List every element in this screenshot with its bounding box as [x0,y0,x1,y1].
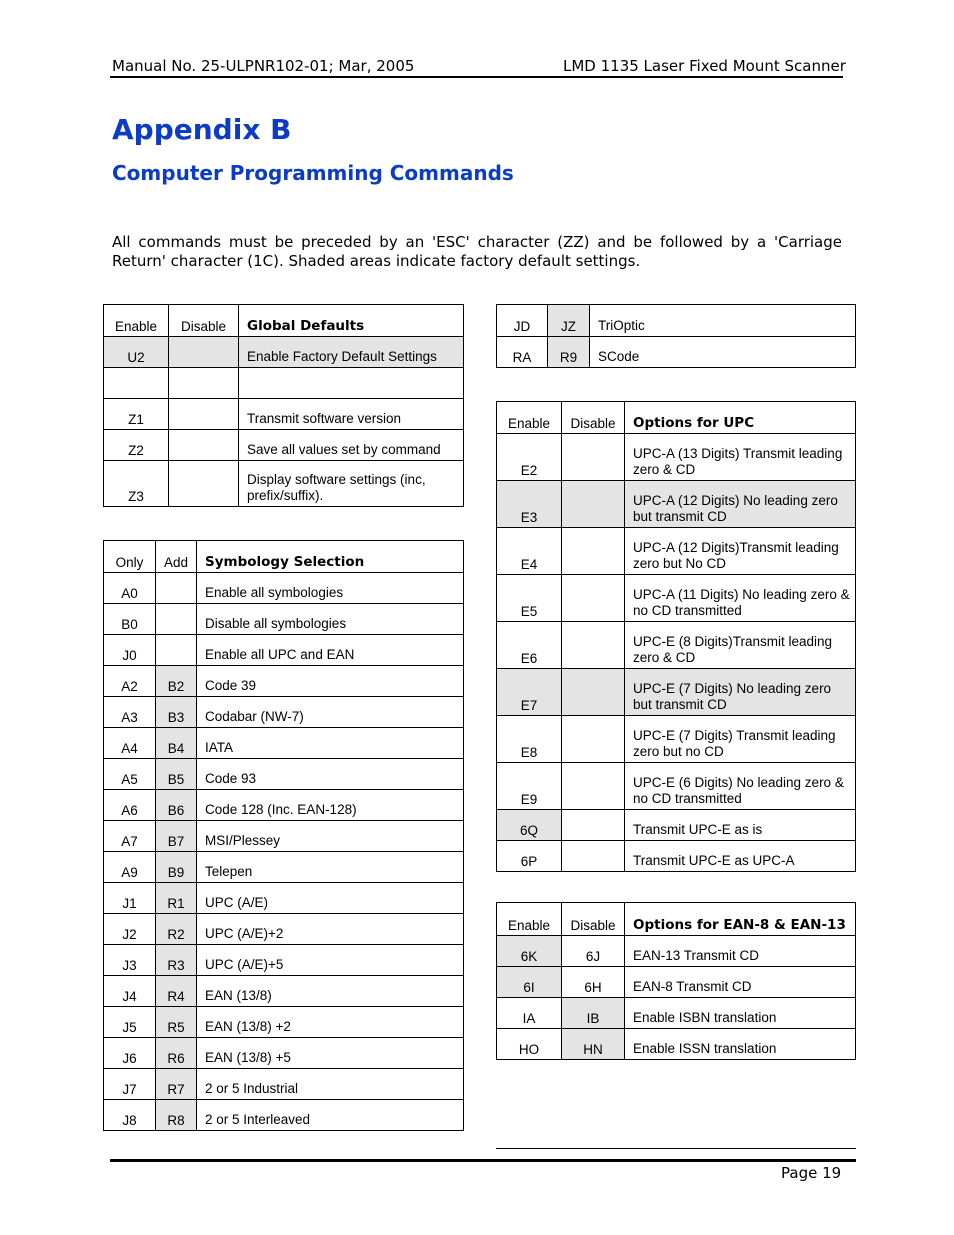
header-product-name: LMD 1135 Laser Fixed Mount Scanner [563,57,846,75]
alternate-code-cell: 6H [562,967,625,998]
table-row [497,810,856,841]
alternate-code-cell: R1 [156,883,197,914]
column-header-only: Only [104,541,156,573]
description-cell: UPC-E (7 Digits) No leading zero but transmit CD [625,669,856,716]
description-cell: Enable all UPC and EAN [197,635,464,666]
description-cell: UPC-E (7 Digits) Transmit leading zero but no CD [625,716,856,763]
table-row [497,763,856,810]
command-code-cell: J7 [104,1069,156,1100]
alternate-code-cell: B2 [156,666,197,697]
description-cell: UPC-A (13 Digits) Transmit leading zero & CD [625,434,856,481]
table-row [104,666,464,697]
command-code-cell: RA [497,337,548,368]
table-row [497,716,856,763]
alternate-code-cell: IB [562,998,625,1029]
command-code-cell: J2 [104,914,156,945]
table-row [104,368,464,399]
command-code-cell: A2 [104,666,156,697]
description-cell: EAN-8 Transmit CD [625,967,856,998]
page-number: Page 19 [781,1164,842,1182]
command-code-cell: A4 [104,728,156,759]
command-code-cell: E6 [497,622,562,669]
description-cell: Transmit UPC-E as UPC-A [625,841,856,872]
table-row [104,914,464,945]
column-header-global-defaults: Global Defaults [239,305,464,337]
alternate-code-cell: B6 [156,790,197,821]
table-row [104,1007,464,1038]
table-row [104,883,464,914]
alternate-code-cell [562,575,625,622]
header-rule [110,76,843,78]
table-row [104,945,464,976]
alternate-code-cell [169,461,239,507]
table-row [104,1100,464,1131]
command-code-cell: Z3 [104,461,169,507]
command-code-cell: Z1 [104,399,169,430]
table-row [104,461,464,507]
global-defaults-table [103,304,464,507]
alternate-code-cell: R6 [156,1038,197,1069]
description-cell: EAN (13/8) [197,976,464,1007]
misc-symbology-table [496,304,856,368]
table-row [497,434,856,481]
command-code-cell: E3 [497,481,562,528]
table-row [104,399,464,430]
description-cell: UPC-A (12 Digits)Transmit leading zero but No CD [625,528,856,575]
alternate-code-cell [169,430,239,461]
column-header-add: Add [156,541,197,573]
command-code-cell: J1 [104,883,156,914]
command-code-cell: Z2 [104,430,169,461]
table-row [497,841,856,872]
command-code-cell: A9 [104,852,156,883]
table-row [104,790,464,821]
table-row [497,998,856,1029]
command-code-cell: E7 [497,669,562,716]
upc-options-table [496,401,856,872]
alternate-code-cell [169,399,239,430]
command-code-cell: A6 [104,790,156,821]
command-code-cell: U2 [104,337,169,368]
description-cell: UPC (A/E)+5 [197,945,464,976]
description-cell: EAN (13/8) +5 [197,1038,464,1069]
table-row [104,697,464,728]
description-cell: EAN (13/8) +2 [197,1007,464,1038]
table-row [497,622,856,669]
command-code-cell: J5 [104,1007,156,1038]
description-cell: Transmit software version [239,399,464,430]
command-code-cell: IA [497,998,562,1029]
alternate-code-cell: HN [562,1029,625,1060]
table-row [104,728,464,759]
alternate-code-cell: R4 [156,976,197,1007]
alternate-code-cell: R8 [156,1100,197,1131]
description-cell: Codabar (NW-7) [197,697,464,728]
table-row [104,1069,464,1100]
symbology-selection-table [103,540,464,1131]
alternate-code-cell [156,604,197,635]
description-cell: Save all values set by command [239,430,464,461]
alternate-code-cell: B9 [156,852,197,883]
table-row [104,430,464,461]
command-code-cell: E4 [497,528,562,575]
alternate-code-cell [169,368,239,399]
command-code-cell: E5 [497,575,562,622]
command-code-cell: A5 [104,759,156,790]
description-cell: 2 or 5 Industrial [197,1069,464,1100]
alternate-code-cell [156,573,197,604]
table-row [104,337,464,368]
command-code-cell: 6K [497,936,562,967]
alternate-code-cell: R3 [156,945,197,976]
column-header-disable: Disable [169,305,239,337]
alternate-code-cell: B5 [156,759,197,790]
intro-paragraph: All commands must be preceded by an 'ESC' character (ZZ) and be followed by a 'Carriage Return' character (1C). Shaded areas indicate factory default settings. [112,233,842,270]
command-code-cell: E2 [497,434,562,481]
command-code-cell: J3 [104,945,156,976]
description-cell: Code 93 [197,759,464,790]
command-code-cell: B0 [104,604,156,635]
column-header-options-for-ean: Options for EAN-8 & EAN-13 [625,903,856,936]
command-code-cell: A3 [104,697,156,728]
description-cell: IATA [197,728,464,759]
description-cell: Transmit UPC-E as is [625,810,856,841]
command-code-cell: J8 [104,1100,156,1131]
table-row [497,481,856,528]
alternate-code-cell: B7 [156,821,197,852]
alternate-code-cell: R7 [156,1069,197,1100]
alternate-code-cell [562,434,625,481]
column-header-symbology-selection: Symbology Selection [197,541,464,573]
description-cell: Telepen [197,852,464,883]
description-cell: SCode [590,337,856,368]
description-cell: Display software settings (inc, prefix/suffix). [239,461,464,507]
column-header-disable: Disable [562,903,625,936]
column-header-enable: Enable [497,402,562,434]
column-header-disable: Disable [562,402,625,434]
alternate-code-cell [156,635,197,666]
alternate-code-cell [562,481,625,528]
alternate-code-cell: 6J [562,936,625,967]
command-code-cell: HO [497,1029,562,1060]
command-code-cell: A0 [104,573,156,604]
description-cell: Enable Factory Default Settings [239,337,464,368]
alternate-code-cell: JZ [548,305,590,337]
column-header-enable: Enable [497,903,562,936]
description-cell: EAN-13 Transmit CD [625,936,856,967]
table-row [497,575,856,622]
table-row [104,976,464,1007]
ean-options-table [496,902,856,1060]
table-row [497,528,856,575]
description-cell [239,368,464,399]
header-manual-number: Manual No. 25-ULPNR102-01; Mar, 2005 [112,57,415,75]
command-code-cell: J6 [104,1038,156,1069]
description-cell: UPC-E (6 Digits) No leading zero & no CD transmitted [625,763,856,810]
footer-short-rule [496,1148,856,1149]
alternate-code-cell [562,841,625,872]
alternate-code-cell: B4 [156,728,197,759]
table-row [497,337,856,368]
section-title: Computer Programming Commands [112,161,514,185]
alternate-code-cell [562,716,625,763]
table-row [104,759,464,790]
table-row [104,852,464,883]
command-code-cell: A7 [104,821,156,852]
command-code-cell: JD [497,305,548,337]
command-code-cell: 6P [497,841,562,872]
table-row [104,821,464,852]
command-code-cell: 6Q [497,810,562,841]
command-code-cell: E8 [497,716,562,763]
alternate-code-cell [169,337,239,368]
command-code-cell: 6I [497,967,562,998]
alternate-code-cell [562,669,625,716]
table-row [104,1038,464,1069]
description-cell: Enable ISSN translation [625,1029,856,1060]
column-header-options-for-upc: Options for UPC [625,402,856,434]
alternate-code-cell: B3 [156,697,197,728]
command-code-cell: J0 [104,635,156,666]
command-code-cell: E9 [497,763,562,810]
description-cell: UPC-E (8 Digits)Transmit leading zero & CD [625,622,856,669]
description-cell: Enable ISBN translation [625,998,856,1029]
alternate-code-cell: R9 [548,337,590,368]
column-header-enable: Enable [104,305,169,337]
alternate-code-cell [562,810,625,841]
page-title: Appendix B [112,113,292,146]
table-row [104,573,464,604]
alternate-code-cell [562,528,625,575]
description-cell: UPC (A/E) [197,883,464,914]
footer-rule [110,1159,856,1162]
description-cell: Code 128 (Inc. EAN-128) [197,790,464,821]
table-row [104,635,464,666]
alternate-code-cell [562,763,625,810]
table-row [497,1029,856,1060]
description-cell: UPC-A (11 Digits) No leading zero & no CD transmitted [625,575,856,622]
table-row [104,604,464,635]
table-row [497,936,856,967]
description-cell: UPC-A (12 Digits) No leading zero but transmit CD [625,481,856,528]
alternate-code-cell: R2 [156,914,197,945]
description-cell: Disable all symbologies [197,604,464,635]
table-row [497,305,856,337]
description-cell: UPC (A/E)+2 [197,914,464,945]
table-row [497,967,856,998]
description-cell: TriOptic [590,305,856,337]
alternate-code-cell [562,622,625,669]
description-cell: 2 or 5 Interleaved [197,1100,464,1131]
description-cell: MSI/Plessey [197,821,464,852]
command-code-cell: J4 [104,976,156,1007]
description-cell: Code 39 [197,666,464,697]
description-cell: Enable all symbologies [197,573,464,604]
command-code-cell [104,368,169,399]
table-row [497,669,856,716]
alternate-code-cell: R5 [156,1007,197,1038]
